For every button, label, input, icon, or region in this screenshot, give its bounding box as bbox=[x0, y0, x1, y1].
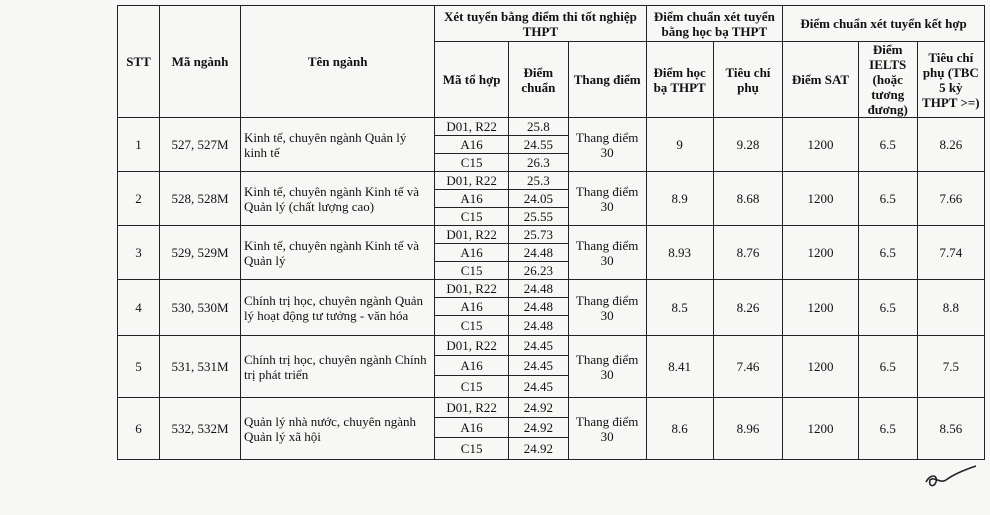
cell-ma-to-hop: A16 bbox=[435, 190, 509, 208]
cell-ma-to-hop: D01, R22 bbox=[435, 336, 509, 356]
cell-stt: 4 bbox=[118, 280, 160, 336]
cell-diem-chuan: 26.3 bbox=[508, 154, 568, 172]
cell-thang-diem: Thang điểm 30 bbox=[568, 118, 646, 172]
cell-thang-diem: Thang điểm 30 bbox=[568, 172, 646, 226]
cell-ma-to-hop: D01, R22 bbox=[435, 118, 509, 136]
cell-ma-to-hop: A16 bbox=[435, 136, 509, 154]
cell-diem-hoc-ba: 8.9 bbox=[646, 172, 713, 226]
cell-diem-hoc-ba: 8.93 bbox=[646, 226, 713, 280]
cell-diem-chuan: 24.92 bbox=[508, 398, 568, 418]
cell-diem-sat: 1200 bbox=[783, 398, 859, 460]
cell-diem-chuan: 24.48 bbox=[508, 244, 568, 262]
header-ten-nganh: Tên ngành bbox=[240, 6, 434, 118]
table-row bbox=[118, 398, 985, 418]
cell-ma-to-hop: C15 bbox=[435, 438, 509, 460]
cell-tieu-chi-phu: 8.26 bbox=[713, 280, 782, 336]
cell-ma-to-hop: A16 bbox=[435, 356, 509, 376]
cell-thang-diem: Thang điểm 30 bbox=[568, 398, 646, 460]
cell-diem-chuan: 25.3 bbox=[508, 172, 568, 190]
cell-diem-ielts: 6.5 bbox=[858, 280, 917, 336]
cell-ma-to-hop: C15 bbox=[435, 376, 509, 398]
cell-diem-sat: 1200 bbox=[783, 118, 859, 172]
cell-diem-sat: 1200 bbox=[783, 226, 859, 280]
cell-diem-sat: 1200 bbox=[783, 336, 859, 398]
cell-diem-hoc-ba: 8.6 bbox=[646, 398, 713, 460]
cell-diem-ielts: 6.5 bbox=[858, 226, 917, 280]
cell-diem-chuan: 25.55 bbox=[508, 208, 568, 226]
cell-diem-hoc-ba: 9 bbox=[646, 118, 713, 172]
header-thpt-group: Xét tuyển bằng điểm thi tốt nghiệp THPT bbox=[435, 6, 646, 42]
cell-diem-hoc-ba: 8.41 bbox=[646, 336, 713, 398]
cell-stt: 2 bbox=[118, 172, 160, 226]
cell-tieu-chi-phu-ket-hop: 7.66 bbox=[917, 172, 984, 226]
cell-stt: 3 bbox=[118, 226, 160, 280]
cell-stt: 5 bbox=[118, 336, 160, 398]
cell-tieu-chi-phu: 7.46 bbox=[713, 336, 782, 398]
cell-stt: 6 bbox=[118, 398, 160, 460]
header-tieu-chi-phu-ket-hop: Tiêu chí phụ (TBC 5 kỳ THPT >=) bbox=[917, 42, 984, 118]
table-row bbox=[118, 336, 985, 356]
header-diem-sat: Điểm SAT bbox=[783, 42, 859, 118]
cell-ma-to-hop: A16 bbox=[435, 298, 509, 316]
cell-ma-to-hop: C15 bbox=[435, 316, 509, 336]
cell-ten-nganh: Chính trị học, chuyên ngành Quản lý hoạt động tư tưởng - văn hóa bbox=[240, 280, 434, 336]
cell-ma-to-hop: A16 bbox=[435, 418, 509, 438]
cell-thang-diem: Thang điểm 30 bbox=[568, 226, 646, 280]
cell-ma-nganh: 529, 529M bbox=[160, 226, 241, 280]
cell-ten-nganh: Chính trị học, chuyên ngành Chính trị phát triển bbox=[240, 336, 434, 398]
cell-ma-nganh: 530, 530M bbox=[160, 280, 241, 336]
cell-diem-chuan: 25.8 bbox=[508, 118, 568, 136]
cell-ma-to-hop: C15 bbox=[435, 208, 509, 226]
cell-ten-nganh: Kinh tế, chuyên ngành Kinh tế và Quản lý bbox=[240, 226, 434, 280]
cell-ma-to-hop: C15 bbox=[435, 154, 509, 172]
cell-diem-chuan: 25.73 bbox=[508, 226, 568, 244]
cell-diem-ielts: 6.5 bbox=[858, 336, 917, 398]
cell-tieu-chi-phu: 8.76 bbox=[713, 226, 782, 280]
cell-diem-hoc-ba: 8.5 bbox=[646, 280, 713, 336]
cell-diem-chuan: 24.45 bbox=[508, 356, 568, 376]
header-diem-chuan: Điểm chuẩn bbox=[508, 42, 568, 118]
cell-diem-ielts: 6.5 bbox=[858, 398, 917, 460]
header-ma-nganh: Mã ngành bbox=[160, 6, 241, 118]
cell-ten-nganh: Kinh tế, chuyên ngành Quản lý kinh tế bbox=[240, 118, 434, 172]
cell-ma-to-hop: D01, R22 bbox=[435, 280, 509, 298]
cell-ma-nganh: 527, 527M bbox=[160, 118, 241, 172]
admission-score-table bbox=[117, 5, 985, 460]
cell-ma-to-hop: D01, R22 bbox=[435, 172, 509, 190]
cell-diem-chuan: 24.55 bbox=[508, 136, 568, 154]
cell-tieu-chi-phu-ket-hop: 7.5 bbox=[917, 336, 984, 398]
cell-tieu-chi-phu: 8.96 bbox=[713, 398, 782, 460]
cell-tieu-chi-phu-ket-hop: 7.74 bbox=[917, 226, 984, 280]
cell-diem-ielts: 6.5 bbox=[858, 172, 917, 226]
cell-ma-to-hop: D01, R22 bbox=[435, 226, 509, 244]
header-ma-to-hop: Mã tổ hợp bbox=[435, 42, 509, 118]
signature-mark bbox=[920, 462, 980, 490]
cell-thang-diem: Thang điểm 30 bbox=[568, 336, 646, 398]
header-diem-hoc-ba: Điểm học bạ THPT bbox=[646, 42, 713, 118]
cell-ten-nganh: Quản lý nhà nước, chuyên ngành Quản lý xã hội bbox=[240, 398, 434, 460]
cell-tieu-chi-phu-ket-hop: 8.56 bbox=[917, 398, 984, 460]
cell-diem-sat: 1200 bbox=[783, 280, 859, 336]
header-tieu-chi-phu: Tiêu chí phụ bbox=[713, 42, 782, 118]
cell-diem-chuan: 24.92 bbox=[508, 418, 568, 438]
cell-diem-chuan: 24.92 bbox=[508, 438, 568, 460]
header-diem-ielts: Điểm IELTS (hoặc tương đương) bbox=[858, 42, 917, 118]
cell-ma-to-hop: C15 bbox=[435, 262, 509, 280]
cell-diem-ielts: 6.5 bbox=[858, 118, 917, 172]
cell-ma-nganh: 528, 528M bbox=[160, 172, 241, 226]
cell-ma-to-hop: D01, R22 bbox=[435, 398, 509, 418]
cell-diem-chuan: 24.45 bbox=[508, 376, 568, 398]
cell-tieu-chi-phu: 9.28 bbox=[713, 118, 782, 172]
header-ket-hop-group: Điểm chuẩn xét tuyển kết hợp bbox=[783, 6, 985, 42]
cell-ma-nganh: 531, 531M bbox=[160, 336, 241, 398]
cell-diem-chuan: 24.48 bbox=[508, 280, 568, 298]
cell-diem-chuan: 24.48 bbox=[508, 298, 568, 316]
cell-diem-sat: 1200 bbox=[783, 172, 859, 226]
table-row bbox=[118, 280, 985, 298]
header-hocba-group: Điểm chuẩn xét tuyển bằng học bạ THPT bbox=[646, 6, 783, 42]
cell-ma-to-hop: A16 bbox=[435, 244, 509, 262]
cell-thang-diem: Thang điểm 30 bbox=[568, 280, 646, 336]
table-row bbox=[118, 226, 985, 244]
table-row bbox=[118, 118, 985, 136]
cell-stt: 1 bbox=[118, 118, 160, 172]
cell-diem-chuan: 24.45 bbox=[508, 336, 568, 356]
cell-ma-nganh: 532, 532M bbox=[160, 398, 241, 460]
cell-tieu-chi-phu: 8.68 bbox=[713, 172, 782, 226]
cell-diem-chuan: 24.48 bbox=[508, 316, 568, 336]
cell-diem-chuan: 24.05 bbox=[508, 190, 568, 208]
cell-ten-nganh: Kinh tế, chuyên ngành Kinh tế và Quản lý (chất lượng cao) bbox=[240, 172, 434, 226]
table-row bbox=[118, 172, 985, 190]
cell-diem-chuan: 26.23 bbox=[508, 262, 568, 280]
cell-tieu-chi-phu-ket-hop: 8.26 bbox=[917, 118, 984, 172]
cell-tieu-chi-phu-ket-hop: 8.8 bbox=[917, 280, 984, 336]
header-stt: STT bbox=[118, 6, 160, 118]
header-thang-diem: Thang điểm bbox=[568, 42, 646, 118]
